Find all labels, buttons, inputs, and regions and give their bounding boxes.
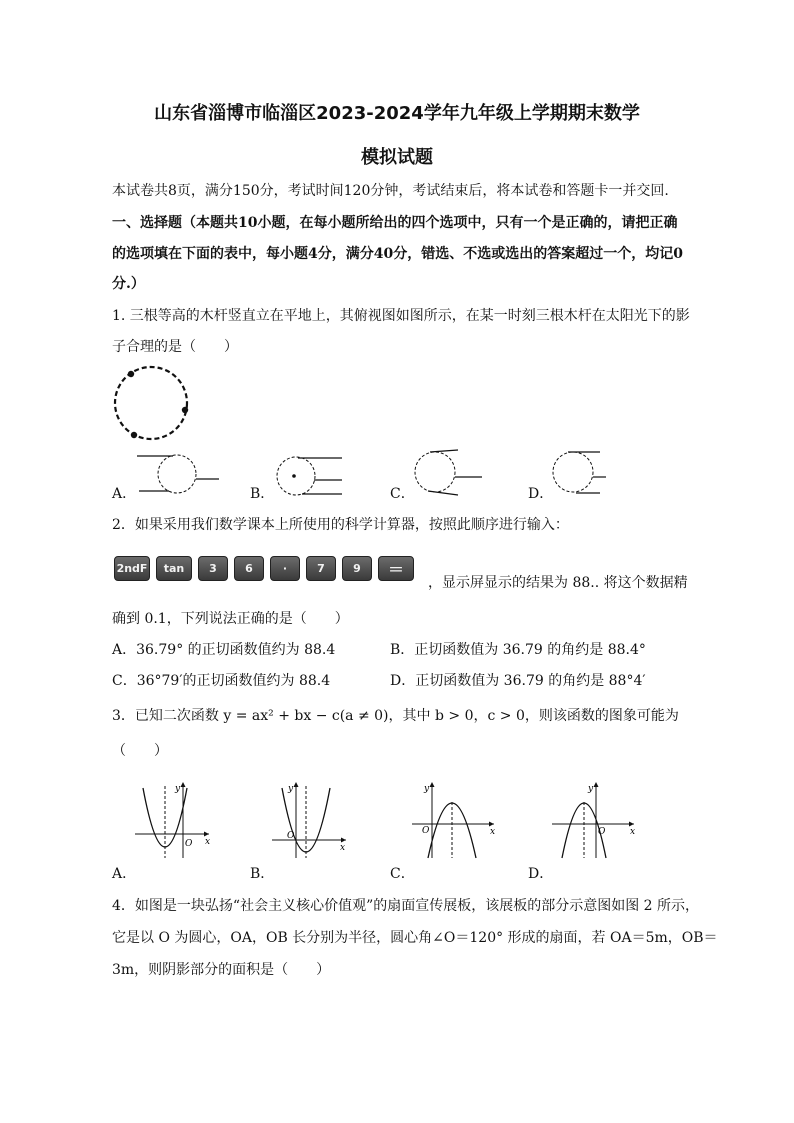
q2-stem-line2: 确到 0.1，下列说法正确的是（ ） bbox=[112, 611, 349, 627]
q3-option-c-label: C． bbox=[390, 866, 415, 882]
svg-text:O: O bbox=[598, 827, 606, 837]
svg-text:x: x bbox=[490, 827, 496, 837]
intro-text: 本试卷共8页，满分150分，考试时间120分钟，考试结束后，将本试卷和答题卡一并交回. bbox=[112, 183, 669, 199]
q3-option-a-label: A． bbox=[112, 866, 137, 882]
svg-text:y: y bbox=[175, 784, 181, 794]
q1-option-c-figure bbox=[410, 445, 500, 500]
q2-option-b: B．正切函数值为 36.79 的角约是 88.4° bbox=[390, 642, 646, 658]
svg-text:y: y bbox=[588, 784, 594, 794]
exam-title: 山东省淄博市临淄区2023-2024学年九年级上学期期末数学 bbox=[154, 103, 640, 124]
pole-dot bbox=[182, 407, 188, 413]
svg-text:y: y bbox=[288, 784, 294, 794]
calculator-key-sequence bbox=[114, 556, 414, 581]
svg-text:x: x bbox=[340, 843, 346, 853]
q1-option-a-figure bbox=[135, 450, 225, 500]
key-9: 9 bbox=[342, 556, 372, 581]
q3-option-a-graph bbox=[133, 778, 213, 860]
svg-text:O: O bbox=[185, 839, 193, 849]
q1-option-b-figure bbox=[272, 450, 362, 500]
svg-text:x: x bbox=[630, 827, 636, 837]
q1-stem-line1: 1. 三根等高的木杆竖直立在平地上，其俯视图如图所示，在某一时刻三根木杆在太阳光下的影 bbox=[112, 308, 690, 324]
key-equals: ＝ bbox=[378, 556, 414, 581]
pole-dot bbox=[128, 371, 134, 377]
key-dot: · bbox=[270, 556, 300, 581]
key-6: 6 bbox=[234, 556, 264, 581]
q4-stem-line2: 它是以 O 为圆心，OA，OB 长分别为半径，圆心角∠O＝120° 形成的扇面，若 OA＝5m，OB＝ bbox=[112, 930, 718, 946]
q1-stem-line2: 子合理的是（ ） bbox=[112, 339, 238, 355]
section-heading-line2: 的选项填在下面的表中，每小题4分，满分40分，错选、不选或选出的答案超过一个，均记0 bbox=[112, 246, 683, 262]
q2-option-a: A．36.79° 的正切函数值约为 88.4 bbox=[112, 642, 336, 658]
q3-option-d-label: D． bbox=[528, 866, 554, 882]
q1-top-view-figure bbox=[110, 363, 200, 443]
q1-option-d-label: D． bbox=[528, 486, 554, 502]
key-7: 7 bbox=[306, 556, 336, 581]
q1-option-c-label: C． bbox=[390, 486, 415, 502]
q3-option-c-graph bbox=[410, 778, 500, 860]
q1-option-d-figure bbox=[548, 445, 638, 500]
section-heading-line1: 一、选择题（本题共10小题，在每小题所给出的四个选项中，只有一个是正确的，请把正确 bbox=[112, 215, 678, 231]
q1-option-b-label: B． bbox=[250, 486, 275, 502]
q3-option-b-label: B． bbox=[250, 866, 275, 882]
q3-option-d-graph bbox=[550, 778, 640, 860]
q2-option-d: D．正切函数值为 36.79 的角约是 88°4′ bbox=[390, 673, 646, 689]
svg-text:y: y bbox=[424, 784, 430, 794]
exam-subtitle: 模拟试题 bbox=[361, 147, 433, 168]
svg-text:O: O bbox=[287, 831, 295, 841]
q2-stem-line1: 2．如果采用我们数学课本上所使用的科学计算器，按照此顺序进行输入： bbox=[112, 517, 569, 533]
key-2ndf: 2ndF bbox=[114, 556, 150, 581]
section-heading-line3: 分.） bbox=[112, 276, 145, 292]
svg-text:x: x bbox=[205, 837, 211, 847]
svg-text:O: O bbox=[422, 826, 430, 836]
q3-stem-line1: 3．已知二次函数 y = ax² + bx − c(a ≠ 0)，其中 b > 0，c > 0，则该函数的图象可能为 bbox=[112, 708, 679, 724]
q2-stem-after-keys: ，显示屏显示的结果为 88.. 将这个数据精 bbox=[428, 575, 688, 591]
q3-stem-line2: （ ） bbox=[112, 743, 168, 759]
pole-dot bbox=[131, 432, 137, 438]
q4-stem-line3: 3m，则阴影部分的面积是（ ） bbox=[112, 962, 331, 978]
q2-option-c: C．36°79′的正切函数值约为 88.4 bbox=[112, 673, 331, 689]
q3-option-b-graph bbox=[270, 778, 350, 860]
key-tan: tan bbox=[156, 556, 192, 581]
q1-option-a-label: A． bbox=[112, 486, 137, 502]
key-3: 3 bbox=[198, 556, 228, 581]
q4-stem-line1: 4．如图是一块弘扬“社会主义核心价值观”的扇面宣传展板，该展板的部分示意图如图 2 所示， bbox=[112, 898, 700, 914]
